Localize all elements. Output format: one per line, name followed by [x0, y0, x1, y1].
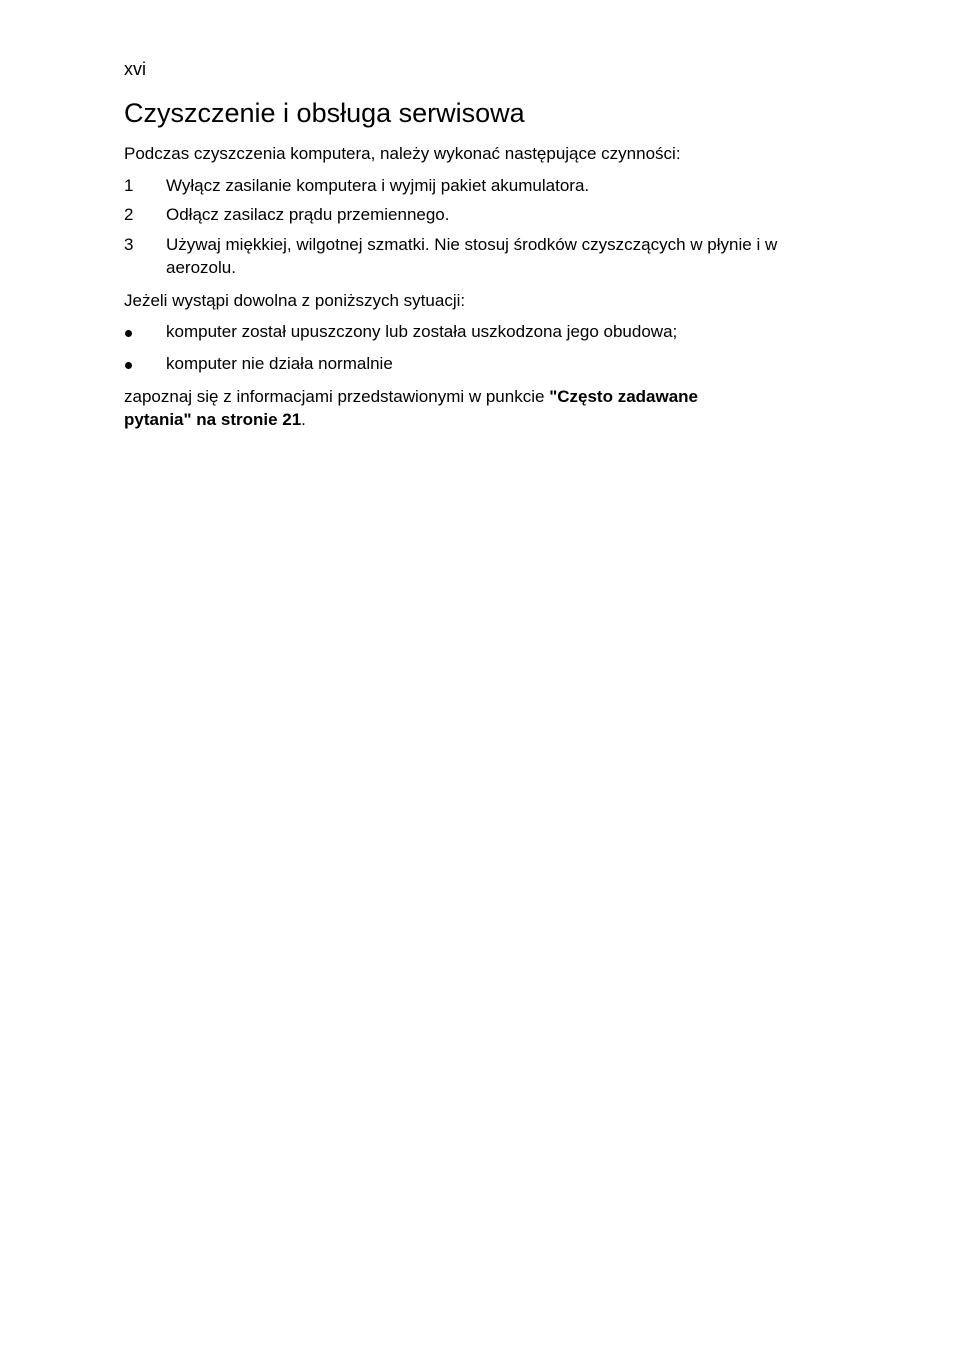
- situation-text: komputer nie działa normalnie: [166, 354, 393, 373]
- bullet-icon: [125, 362, 132, 369]
- step-text: Odłącz zasilacz prądu przemiennego.: [166, 205, 450, 224]
- step-text: Wyłącz zasilanie komputera i wyjmij pakiet akumulatora.: [166, 176, 590, 195]
- situation-item: [124, 320, 814, 343]
- section-title: Czyszczenie i obsługa serwisowa: [124, 98, 525, 128]
- faq-reference-link[interactable]: "Często zadawane pytania" na stronie 21: [124, 387, 699, 429]
- step-text: Używaj miękkiej, wilgotnej szmatki. Nie stosuj środków czyszczących w płynie i w aerozolu.: [166, 235, 778, 277]
- step-item: [124, 174, 814, 197]
- situation-text: komputer został upuszczony lub została uszkodzona jego obudowa;: [166, 322, 678, 341]
- closing-suffix: .: [301, 410, 306, 429]
- step-item: [124, 203, 814, 226]
- step-number: 2: [124, 205, 134, 224]
- closing-paragraph: [124, 385, 764, 431]
- situations-intro: Jeżeli wystąpi dowolna z poniższych sytuacji:: [124, 291, 466, 310]
- step-number: 1: [124, 176, 134, 195]
- step-number: 3: [124, 235, 134, 254]
- intro-paragraph: Podczas czyszczenia komputera, należy wykonać następujące czynności:: [124, 144, 681, 163]
- bullet-icon: [125, 330, 132, 337]
- closing-prefix: zapoznaj się z informacjami przedstawionymi w punkcie: [124, 387, 550, 406]
- step-item: [124, 233, 814, 279]
- situation-item: [124, 352, 814, 375]
- page-number: xvi: [124, 59, 146, 79]
